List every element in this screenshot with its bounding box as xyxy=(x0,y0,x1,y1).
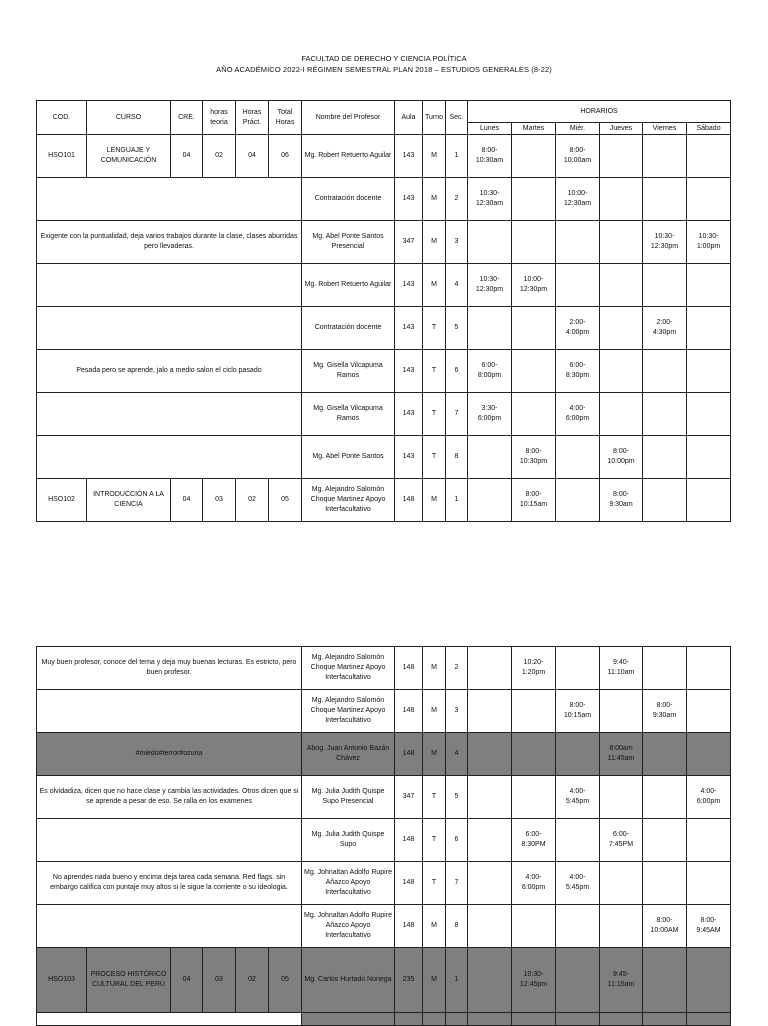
schedule-slot xyxy=(643,819,687,862)
classroom: 347 xyxy=(395,221,423,264)
comment-note: Pesada pero se aprende, jalo a medio salon el ciclo pasado xyxy=(37,350,302,393)
classroom: 143 xyxy=(395,264,423,307)
classroom: 143 xyxy=(395,135,423,178)
schedule-slot xyxy=(600,776,643,819)
schedule-slot xyxy=(643,135,687,178)
table-row xyxy=(37,776,731,819)
table-row xyxy=(37,264,731,307)
schedule-slot: 2:00- 4:30pm xyxy=(643,307,687,350)
schedule-slot: 8:00- 10:15am xyxy=(512,479,556,522)
schedule-slot xyxy=(512,221,556,264)
classroom: 148 xyxy=(395,733,423,776)
table-row xyxy=(37,307,731,350)
col-curso: CURSO xyxy=(87,101,171,135)
table-row xyxy=(37,819,731,862)
schedule-slot xyxy=(468,436,512,479)
schedule-slot: 10:30- 12:30am xyxy=(468,178,512,221)
professor-name: Mg. Julia Judith Quispe Supo xyxy=(302,819,395,862)
professor-name: Contratación docente xyxy=(302,178,395,221)
schedule-slot xyxy=(556,264,600,307)
schedule-slot xyxy=(556,436,600,479)
table-row xyxy=(37,690,731,733)
schedule-slot: 10:00- 12:30pm xyxy=(512,264,556,307)
schedule-slot: 8:00- 10:30am xyxy=(468,135,512,178)
professor-name: Mg. Robert Retuerto Aguilar xyxy=(302,264,395,307)
table-row xyxy=(37,178,731,221)
shift: T xyxy=(423,350,446,393)
schedule-slot xyxy=(687,819,731,862)
course-name: INTRODUCCIÓN A LA CIENCIA xyxy=(87,479,171,522)
faculty-title: FACULTAD DE DERECHO Y CIENCIA POLÍTICA xyxy=(301,54,467,63)
schedule-slot xyxy=(468,479,512,522)
professor-name: Mg. Gisella Vilcapuma Ramos xyxy=(302,350,395,393)
section: 6 xyxy=(446,350,468,393)
schedule-slot xyxy=(556,221,600,264)
schedule-slot: 8:00- 10:00AM xyxy=(643,905,687,948)
table-row xyxy=(37,135,731,178)
schedule-slot xyxy=(600,905,643,948)
comment-note xyxy=(37,178,302,221)
schedule-slot xyxy=(468,948,512,1013)
schedule-table-top xyxy=(36,100,731,522)
schedule-slot xyxy=(643,733,687,776)
schedule-slot: 3:30- 6:00pm xyxy=(468,393,512,436)
schedule-slot xyxy=(512,690,556,733)
classroom: 148 xyxy=(395,690,423,733)
shift: M xyxy=(423,135,446,178)
classroom: 148 xyxy=(395,905,423,948)
professor-name: Mg. Carlos Hurtado Noriega xyxy=(302,948,395,1013)
schedule-slot: 4:00- 5:45pm xyxy=(556,862,600,905)
schedule-slot xyxy=(600,350,643,393)
schedule-slot: 8:00am 11:45am xyxy=(600,733,643,776)
col-turno: Turno xyxy=(423,101,446,135)
schedule-slot xyxy=(687,135,731,178)
schedule-slot: 10:30- 12:30pm xyxy=(468,264,512,307)
course-name: LENGUAJE Y COMUNICACIÓN xyxy=(87,135,171,178)
section: 5 xyxy=(446,307,468,350)
professor-name: Mg. Johnaltan Adolfo Rupire Añazco Apoyo Interfacultativo xyxy=(302,905,395,948)
professor-name: Mg. Gisella Vilcapuma Ramos xyxy=(302,393,395,436)
comment-note xyxy=(37,393,302,436)
schedule-slot xyxy=(687,690,731,733)
schedule-slot xyxy=(687,647,731,690)
professor-name: Mg. Abel Ponte Santos Presencial xyxy=(302,221,395,264)
schedule-slot: 6:00- 8:00pm xyxy=(468,350,512,393)
schedule-slot xyxy=(600,264,643,307)
comment-note: No aprendes nada bueno y encima deja tarea cada semana. Red flags. sin embargo califica con puntaje muy altos si le sigue la corriente o su ideologia. xyxy=(37,862,302,905)
schedule-slot: 2:00- 4:00pm xyxy=(556,307,600,350)
schedule-slot xyxy=(512,178,556,221)
schedule-slot xyxy=(468,307,512,350)
schedule-slot: 8:00- 10:30pm xyxy=(512,436,556,479)
table-row xyxy=(37,948,731,1013)
comment-note: Exigente con la puntualidad, deja varios trabajos durante la clase, clases aburridas pero llevaderas. xyxy=(37,221,302,264)
comment-note xyxy=(37,690,302,733)
schedule-slot xyxy=(556,948,600,1013)
comment-note xyxy=(37,436,302,479)
course-code: HSO103 xyxy=(37,948,87,1013)
table-row xyxy=(37,436,731,479)
classroom: 148 xyxy=(395,479,423,522)
schedule-slot: 10:30- 12:45pm xyxy=(512,948,556,1013)
section: 8 xyxy=(446,436,468,479)
schedule-slot: 10:00- 12:30am xyxy=(556,178,600,221)
professor-name: Mg. Alejandro Salomón Choque Martinez Apoyo Interfacultativo xyxy=(302,479,395,522)
section: 8 xyxy=(446,905,468,948)
section: 2 xyxy=(446,647,468,690)
schedule-slot: 4:00- 6:00pm xyxy=(556,393,600,436)
schedule-slot xyxy=(687,479,731,522)
classroom: 143 xyxy=(395,307,423,350)
section: 1 xyxy=(446,948,468,1013)
schedule-slot: 6:00- 8:30pm xyxy=(556,350,600,393)
section: 5 xyxy=(446,776,468,819)
schedule-slot xyxy=(643,264,687,307)
table-row xyxy=(37,647,731,690)
classroom: 148 xyxy=(395,862,423,905)
col-cod: COD. xyxy=(37,101,87,135)
professor-name: Mg. Johnaltan Adolfo Rupire Añazco Apoyo Interfacultativo xyxy=(302,862,395,905)
schedule-slot: 8:00- 9:30am xyxy=(643,690,687,733)
schedule-slot xyxy=(512,905,556,948)
hours-total: 06 xyxy=(269,135,302,178)
schedule-slot xyxy=(512,307,556,350)
shift: T xyxy=(423,776,446,819)
schedule-slot xyxy=(556,647,600,690)
col-horas-pract: Horas Práct. xyxy=(236,101,269,135)
schedule-slot xyxy=(468,905,512,948)
schedule-slot xyxy=(600,393,643,436)
professor-name: Abog. Juan Antonio Bazán Chávez xyxy=(302,733,395,776)
col-day: Jueves xyxy=(600,123,643,135)
table-row xyxy=(37,905,731,948)
schedule-slot xyxy=(600,221,643,264)
shift: M xyxy=(423,905,446,948)
section: 4 xyxy=(446,264,468,307)
schedule-slot xyxy=(643,647,687,690)
professor-name: Mg. Abel Ponte Santos xyxy=(302,436,395,479)
classroom: 143 xyxy=(395,178,423,221)
schedule-slot: 6:00- 7:45PM xyxy=(600,819,643,862)
col-profesor: Nombre del Profesor xyxy=(302,101,395,135)
col-horarios: HORARIOS xyxy=(468,101,731,123)
schedule-slot xyxy=(512,350,556,393)
schedule-slot xyxy=(468,221,512,264)
classroom: 148 xyxy=(395,647,423,690)
comment-note: #miedo#terror#ozuna xyxy=(37,733,302,776)
schedule-slot xyxy=(512,733,556,776)
classroom: 143 xyxy=(395,436,423,479)
comment-note: Es olvidadiza, dicen que no hace clase y cambia las actividades. Otros dicen que si se aprende a pesar de eso. Se ralla en los examenes xyxy=(37,776,302,819)
shift: M xyxy=(423,264,446,307)
section: 4 xyxy=(446,733,468,776)
comment-note xyxy=(37,819,302,862)
credits: 04 xyxy=(171,479,203,522)
schedule-slot: 10:30- 1:00pm xyxy=(687,221,731,264)
table-row xyxy=(37,350,731,393)
schedule-slot xyxy=(643,350,687,393)
shift: T xyxy=(423,819,446,862)
shift: T xyxy=(423,436,446,479)
schedule-slot xyxy=(687,393,731,436)
section: 3 xyxy=(446,221,468,264)
comment-note xyxy=(37,905,302,948)
schedule-slot xyxy=(468,690,512,733)
classroom: 143 xyxy=(395,393,423,436)
schedule-slot xyxy=(643,479,687,522)
schedule-slot xyxy=(468,819,512,862)
section: 1 xyxy=(446,135,468,178)
section: 7 xyxy=(446,862,468,905)
col-aula: Aula xyxy=(395,101,423,135)
schedule-slot: 6:00- 8:30PM xyxy=(512,819,556,862)
schedule-slot: 8:00- 10:00pm xyxy=(600,436,643,479)
schedule-slot: 10:30- 12:30pm xyxy=(643,221,687,264)
credits: 04 xyxy=(171,135,203,178)
hours-total: 05 xyxy=(269,479,302,522)
col-sec: Sec. xyxy=(446,101,468,135)
schedule-slot xyxy=(643,862,687,905)
col-total-horas: Total Horas xyxy=(269,101,302,135)
schedule-slot xyxy=(687,307,731,350)
schedule-slot xyxy=(687,862,731,905)
table-row xyxy=(37,479,731,522)
schedule-slot: 4:00- 6:00pm xyxy=(512,862,556,905)
classroom: 235 xyxy=(395,948,423,1013)
comment-note xyxy=(37,264,302,307)
schedule-slot xyxy=(600,690,643,733)
table-row xyxy=(37,862,731,905)
schedule-slot xyxy=(687,436,731,479)
schedule-slot xyxy=(687,733,731,776)
col-day: Sábado xyxy=(687,123,731,135)
shift: T xyxy=(423,393,446,436)
schedule-slot: 8:00- 9:45AM xyxy=(687,905,731,948)
classroom: 143 xyxy=(395,350,423,393)
hours-theory: 03 xyxy=(203,479,236,522)
schedule-slot xyxy=(468,733,512,776)
shift: T xyxy=(423,862,446,905)
schedule-slot xyxy=(643,393,687,436)
schedule-slot xyxy=(468,647,512,690)
section: 3 xyxy=(446,690,468,733)
col-cre: CRE. xyxy=(171,101,203,135)
schedule-slot xyxy=(643,178,687,221)
schedule-slot xyxy=(556,819,600,862)
schedule-slot xyxy=(468,862,512,905)
schedule-slot: 10:20- 1:20pm xyxy=(512,647,556,690)
schedule-slot xyxy=(600,862,643,905)
schedule-slot xyxy=(600,178,643,221)
col-horas-teoria: horas teoria xyxy=(203,101,236,135)
schedule-slot xyxy=(643,776,687,819)
schedule-slot xyxy=(556,905,600,948)
schedule-slot: 4:00- 5:45pm xyxy=(556,776,600,819)
schedule-slot xyxy=(468,776,512,819)
schedule-slot xyxy=(556,733,600,776)
comment-note: Muy buen profesor, conoce del tema y deja muy buenas lecturas. Es estricto, pero buen profesor. xyxy=(37,647,302,690)
hours-practice: 02 xyxy=(236,948,269,1013)
schedule-slot xyxy=(687,350,731,393)
shift: T xyxy=(423,307,446,350)
professor-name: Mg. Julia Judith Quispe Supo Presencial xyxy=(302,776,395,819)
col-day: Martes xyxy=(512,123,556,135)
course-code: HSO102 xyxy=(37,479,87,522)
schedule-slot: 8:00- 9:30am xyxy=(600,479,643,522)
table-row xyxy=(37,733,731,776)
section: 2 xyxy=(446,178,468,221)
schedule-slot: 4:00- 6:00pm xyxy=(687,776,731,819)
schedule-slot xyxy=(687,264,731,307)
professor-name: Mg. Alejandro Salomón Choque Martinez Apoyo Interfacultativo xyxy=(302,690,395,733)
schedule-slot xyxy=(556,479,600,522)
schedule-slot: 8:00- 10:15am xyxy=(556,690,600,733)
schedule-slot: 9:40- 11:10am xyxy=(600,647,643,690)
schedule-slot xyxy=(643,948,687,1013)
hours-theory: 03 xyxy=(203,948,236,1013)
section: 7 xyxy=(446,393,468,436)
course-name: PROCESO HISTÓRICO CULTURAL DEL PERÚ xyxy=(87,948,171,1013)
schedule-slot xyxy=(643,436,687,479)
shift: M xyxy=(423,690,446,733)
table-row xyxy=(37,221,731,264)
schedule-slot xyxy=(687,948,731,1013)
schedule-slot: 8:00- 10:00am xyxy=(556,135,600,178)
classroom: 148 xyxy=(395,819,423,862)
credits: 04 xyxy=(171,948,203,1013)
professor-name: Contratación docente xyxy=(302,307,395,350)
hours-theory: 02 xyxy=(203,135,236,178)
schedule-slot xyxy=(600,135,643,178)
schedule-slot xyxy=(512,135,556,178)
professor-name: Mg. Alejandro Salomón Choque Martinez Apoyo Interfacultativo xyxy=(302,647,395,690)
table-row xyxy=(37,393,731,436)
hours-total: 05 xyxy=(269,948,302,1013)
col-day: Viernes xyxy=(643,123,687,135)
schedule-slot xyxy=(512,776,556,819)
schedule-slot xyxy=(687,178,731,221)
course-code: HSO101 xyxy=(37,135,87,178)
shift: M xyxy=(423,733,446,776)
hours-practice: 04 xyxy=(236,135,269,178)
schedule-slot xyxy=(600,307,643,350)
section: 1 xyxy=(446,479,468,522)
shift: M xyxy=(423,221,446,264)
professor-name: Mg. Robert Retuerto Aguilar xyxy=(302,135,395,178)
shift: M xyxy=(423,178,446,221)
col-day: Miér. xyxy=(556,123,600,135)
schedule-slot: 9:45- 11:15am xyxy=(600,948,643,1013)
table-header-row xyxy=(37,101,731,123)
col-day: Lunes xyxy=(468,123,512,135)
document-header xyxy=(0,53,768,75)
academic-year-title: AÑO ACADÉMICO 2022-I RÉGIMEN SEMESTRAL PLAN 2018 – ESTUDIOS GENERALES (8-22) xyxy=(216,65,552,74)
shift: M xyxy=(423,647,446,690)
classroom: 347 xyxy=(395,776,423,819)
schedule-table-bottom xyxy=(36,646,731,1026)
section: 6 xyxy=(446,819,468,862)
shift: M xyxy=(423,479,446,522)
hours-practice: 02 xyxy=(236,479,269,522)
comment-note xyxy=(37,307,302,350)
shift: M xyxy=(423,948,446,1013)
schedule-slot xyxy=(512,393,556,436)
